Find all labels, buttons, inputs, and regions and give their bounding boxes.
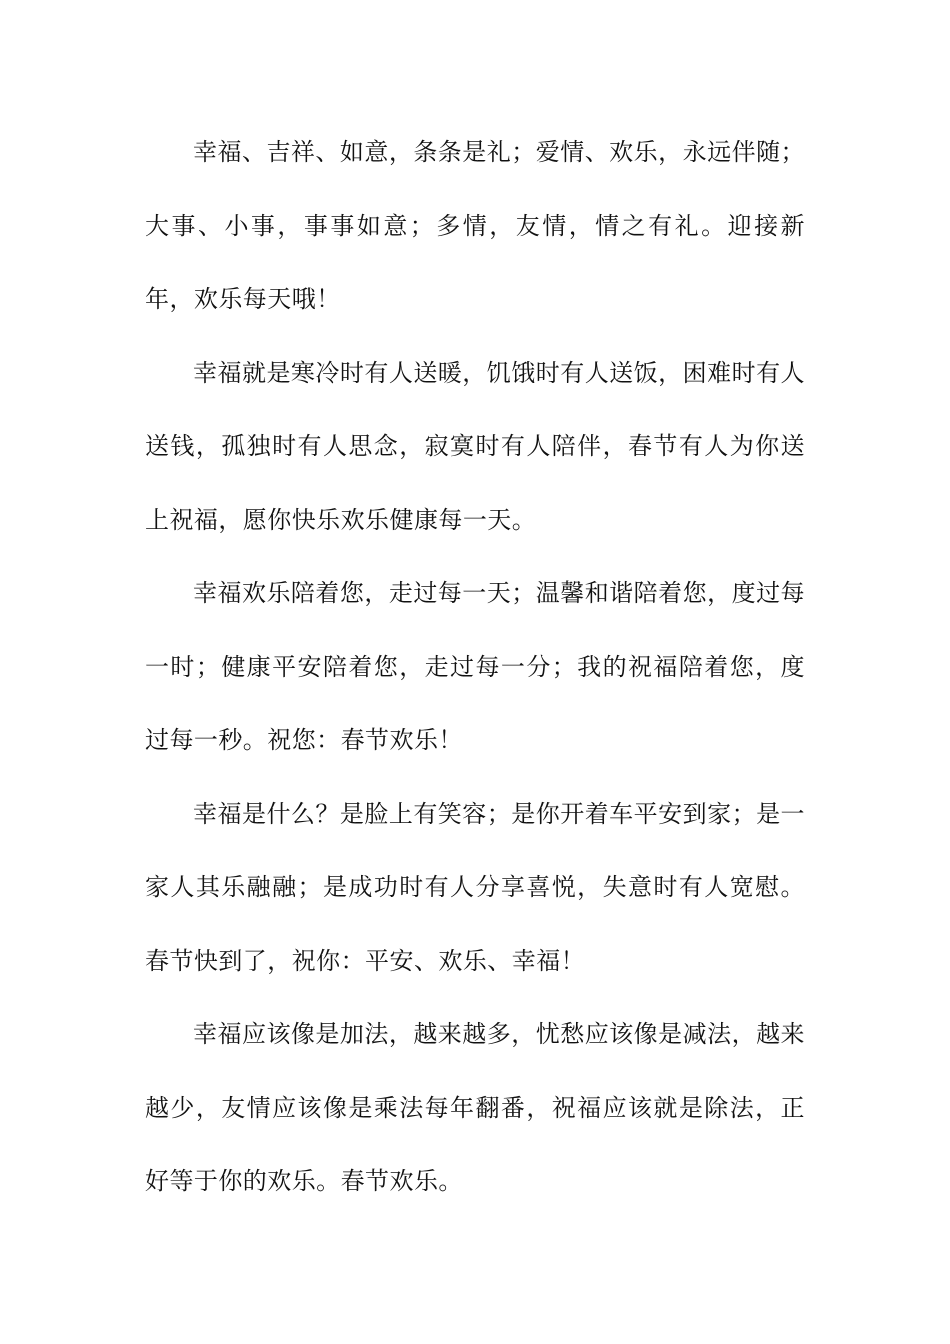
document-body (145, 116, 805, 1219)
paragraph: 幸福应该像是加法，越来越多，忧愁应该像是减法，越来越少，友情应该像是乘法每年翻番，祝福应该就是除法，正好等于你的欢乐。春节欢乐。 (145, 1020, 805, 1195)
paragraph: 幸福是什么？是脸上有笑容；是你开着车平安到家；是一家人其乐融融；是成功时有人分享喜悦，失意时有人宽慰。春节快到了，祝你：平安、欢乐、幸福！ (145, 799, 805, 975)
paragraph: 幸福、吉祥、如意，条条是礼；爱情、欢乐，永远伴随；大事、小事，事事如意；多情，友情，情之有礼。迎接新年，欢乐每天哦！ (145, 138, 805, 313)
paragraph: 幸福欢乐陪着您，走过每一天；温馨和谐陪着您，度过每一时；健康平安陪着您，走过每一分；我的祝福陪着您，度过每一秒。祝您：春节欢乐！ (145, 579, 805, 754)
paragraph: 幸福就是寒冷时有人送暖，饥饿时有人送饭，困难时有人送钱，孤独时有人思念，寂寞时有人陪伴，春节有人为你送上祝福，愿你快乐欢乐健康每一天。 (145, 358, 805, 534)
